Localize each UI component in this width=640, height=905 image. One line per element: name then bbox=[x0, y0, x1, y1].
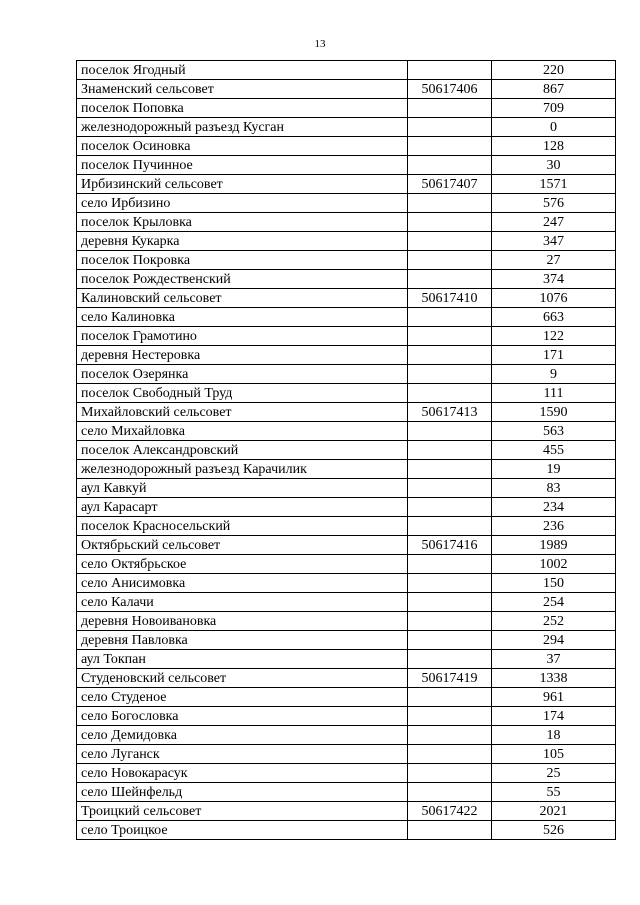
settlement-name-cell: село Октябрьское bbox=[77, 555, 408, 574]
settlement-name-cell: село Богословка bbox=[77, 707, 408, 726]
population-cell: 105 bbox=[492, 745, 616, 764]
population-cell: 55 bbox=[492, 783, 616, 802]
table-row bbox=[77, 156, 616, 175]
oktmo-code-cell bbox=[408, 308, 492, 327]
oktmo-code-cell bbox=[408, 783, 492, 802]
table-row bbox=[77, 308, 616, 327]
settlement-name-cell: поселок Покровка bbox=[77, 251, 408, 270]
population-cell: 122 bbox=[492, 327, 616, 346]
settlement-name-cell: село Калиновка bbox=[77, 308, 408, 327]
population-cell: 1590 bbox=[492, 403, 616, 422]
population-cell: 2021 bbox=[492, 802, 616, 821]
table-row bbox=[77, 688, 616, 707]
settlement-name-cell: аул Токпан bbox=[77, 650, 408, 669]
table-row bbox=[77, 669, 616, 688]
population-cell: 30 bbox=[492, 156, 616, 175]
population-cell: 455 bbox=[492, 441, 616, 460]
settlement-name-cell: Студеновский сельсовет bbox=[77, 669, 408, 688]
table-row bbox=[77, 251, 616, 270]
settlement-name-cell: поселок Рождественский bbox=[77, 270, 408, 289]
oktmo-code-cell: 50617410 bbox=[408, 289, 492, 308]
settlement-name-cell: поселок Свободный Труд bbox=[77, 384, 408, 403]
oktmo-code-cell bbox=[408, 365, 492, 384]
population-cell: 18 bbox=[492, 726, 616, 745]
table-row bbox=[77, 327, 616, 346]
settlement-name-cell: железнодорожный разъезд Кусган bbox=[77, 118, 408, 137]
population-cell: 294 bbox=[492, 631, 616, 650]
population-cell: 709 bbox=[492, 99, 616, 118]
population-cell: 111 bbox=[492, 384, 616, 403]
table-row bbox=[77, 232, 616, 251]
table-row bbox=[77, 574, 616, 593]
population-cell: 220 bbox=[492, 61, 616, 80]
settlement-name-cell: поселок Поповка bbox=[77, 99, 408, 118]
table-row bbox=[77, 403, 616, 422]
table-row bbox=[77, 460, 616, 479]
settlement-name-cell: село Калачи bbox=[77, 593, 408, 612]
table-row bbox=[77, 99, 616, 118]
table-row bbox=[77, 783, 616, 802]
oktmo-code-cell bbox=[408, 346, 492, 365]
settlement-name-cell: село Новокарасук bbox=[77, 764, 408, 783]
settlement-name-cell: поселок Озерянка bbox=[77, 365, 408, 384]
oktmo-code-cell bbox=[408, 422, 492, 441]
settlement-name-cell: поселок Пучинное bbox=[77, 156, 408, 175]
oktmo-code-cell bbox=[408, 707, 492, 726]
settlement-name-cell: село Троицкое bbox=[77, 821, 408, 840]
population-cell: 19 bbox=[492, 460, 616, 479]
oktmo-code-cell bbox=[408, 688, 492, 707]
page-number: 13 bbox=[314, 38, 326, 50]
oktmo-code-cell bbox=[408, 821, 492, 840]
population-cell: 526 bbox=[492, 821, 616, 840]
settlement-name-cell: поселок Осиновка bbox=[77, 137, 408, 156]
settlement-name-cell: село Анисимовка bbox=[77, 574, 408, 593]
settlement-name-cell: Михайловский сельсовет bbox=[77, 403, 408, 422]
table-row bbox=[77, 726, 616, 745]
table-row bbox=[77, 194, 616, 213]
settlement-name-cell: деревня Павловка bbox=[77, 631, 408, 650]
population-cell: 563 bbox=[492, 422, 616, 441]
table-row bbox=[77, 213, 616, 232]
table-row bbox=[77, 707, 616, 726]
population-cell: 247 bbox=[492, 213, 616, 232]
population-cell: 374 bbox=[492, 270, 616, 289]
table-row bbox=[77, 593, 616, 612]
settlement-name-cell: село Демидовка bbox=[77, 726, 408, 745]
table-row bbox=[77, 631, 616, 650]
oktmo-code-cell bbox=[408, 118, 492, 137]
settlement-name-cell: село Студеное bbox=[77, 688, 408, 707]
table-row bbox=[77, 745, 616, 764]
table-row bbox=[77, 80, 616, 99]
population-cell: 234 bbox=[492, 498, 616, 517]
oktmo-code-cell bbox=[408, 498, 492, 517]
oktmo-code-cell bbox=[408, 460, 492, 479]
population-cell: 25 bbox=[492, 764, 616, 783]
population-cell: 1571 bbox=[492, 175, 616, 194]
settlements-table bbox=[76, 60, 616, 840]
table-row bbox=[77, 384, 616, 403]
table-row bbox=[77, 650, 616, 669]
population-cell: 128 bbox=[492, 137, 616, 156]
oktmo-code-cell bbox=[408, 726, 492, 745]
settlement-name-cell: аул Карасарт bbox=[77, 498, 408, 517]
table-row bbox=[77, 821, 616, 840]
table-row bbox=[77, 289, 616, 308]
oktmo-code-cell bbox=[408, 631, 492, 650]
settlement-name-cell: Ирбизинский сельсовет bbox=[77, 175, 408, 194]
oktmo-code-cell bbox=[408, 232, 492, 251]
oktmo-code-cell: 50617422 bbox=[408, 802, 492, 821]
population-cell: 1002 bbox=[492, 555, 616, 574]
population-cell: 27 bbox=[492, 251, 616, 270]
table-row bbox=[77, 764, 616, 783]
oktmo-code-cell: 50617406 bbox=[408, 80, 492, 99]
population-cell: 867 bbox=[492, 80, 616, 99]
table-row bbox=[77, 175, 616, 194]
oktmo-code-cell bbox=[408, 745, 492, 764]
table-row bbox=[77, 479, 616, 498]
oktmo-code-cell bbox=[408, 479, 492, 498]
oktmo-code-cell bbox=[408, 61, 492, 80]
oktmo-code-cell bbox=[408, 517, 492, 536]
oktmo-code-cell bbox=[408, 99, 492, 118]
settlement-name-cell: Знаменский сельсовет bbox=[77, 80, 408, 99]
oktmo-code-cell bbox=[408, 555, 492, 574]
oktmo-code-cell bbox=[408, 593, 492, 612]
oktmo-code-cell bbox=[408, 194, 492, 213]
oktmo-code-cell bbox=[408, 251, 492, 270]
oktmo-code-cell bbox=[408, 137, 492, 156]
settlement-name-cell: поселок Красносельский bbox=[77, 517, 408, 536]
settlement-name-cell: Октябрьский сельсовет bbox=[77, 536, 408, 555]
table-row bbox=[77, 346, 616, 365]
oktmo-code-cell bbox=[408, 384, 492, 403]
settlement-name-cell: село Шейнфельд bbox=[77, 783, 408, 802]
settlement-name-cell: Троицкий сельсовет bbox=[77, 802, 408, 821]
oktmo-code-cell bbox=[408, 327, 492, 346]
population-cell: 9 bbox=[492, 365, 616, 384]
table-row bbox=[77, 517, 616, 536]
population-cell: 1338 bbox=[492, 669, 616, 688]
settlement-name-cell: село Ирбизино bbox=[77, 194, 408, 213]
population-cell: 150 bbox=[492, 574, 616, 593]
settlement-name-cell: поселок Грамотино bbox=[77, 327, 408, 346]
population-cell: 37 bbox=[492, 650, 616, 669]
table-row bbox=[77, 802, 616, 821]
settlement-name-cell: Калиновский сельсовет bbox=[77, 289, 408, 308]
population-cell: 0 bbox=[492, 118, 616, 137]
oktmo-code-cell bbox=[408, 156, 492, 175]
table-row bbox=[77, 498, 616, 517]
oktmo-code-cell bbox=[408, 612, 492, 631]
population-cell: 254 bbox=[492, 593, 616, 612]
table-row bbox=[77, 118, 616, 137]
table-body bbox=[77, 61, 616, 840]
oktmo-code-cell bbox=[408, 574, 492, 593]
table-row bbox=[77, 555, 616, 574]
settlement-name-cell: село Михайловка bbox=[77, 422, 408, 441]
population-cell: 236 bbox=[492, 517, 616, 536]
settlement-name-cell: аул Кавкуй bbox=[77, 479, 408, 498]
settlement-name-cell: поселок Александровский bbox=[77, 441, 408, 460]
oktmo-code-cell bbox=[408, 270, 492, 289]
table-row bbox=[77, 61, 616, 80]
table-row bbox=[77, 270, 616, 289]
population-cell: 1989 bbox=[492, 536, 616, 555]
settlement-name-cell: поселок Ягодный bbox=[77, 61, 408, 80]
table-row bbox=[77, 612, 616, 631]
table-row bbox=[77, 365, 616, 384]
oktmo-code-cell: 50617416 bbox=[408, 536, 492, 555]
population-cell: 1076 bbox=[492, 289, 616, 308]
table-row bbox=[77, 536, 616, 555]
settlement-name-cell: поселок Крыловка bbox=[77, 213, 408, 232]
population-cell: 174 bbox=[492, 707, 616, 726]
population-cell: 576 bbox=[492, 194, 616, 213]
oktmo-code-cell: 50617413 bbox=[408, 403, 492, 422]
oktmo-code-cell bbox=[408, 441, 492, 460]
settlement-name-cell: деревня Новоивановка bbox=[77, 612, 408, 631]
oktmo-code-cell bbox=[408, 764, 492, 783]
settlement-name-cell: железнодорожный разъезд Карачилик bbox=[77, 460, 408, 479]
population-cell: 171 bbox=[492, 346, 616, 365]
oktmo-code-cell bbox=[408, 213, 492, 232]
oktmo-code-cell: 50617419 bbox=[408, 669, 492, 688]
settlement-name-cell: село Луганск bbox=[77, 745, 408, 764]
population-cell: 961 bbox=[492, 688, 616, 707]
population-cell: 663 bbox=[492, 308, 616, 327]
population-cell: 347 bbox=[492, 232, 616, 251]
oktmo-code-cell: 50617407 bbox=[408, 175, 492, 194]
table-row bbox=[77, 441, 616, 460]
table-row bbox=[77, 422, 616, 441]
settlement-name-cell: деревня Кукарка bbox=[77, 232, 408, 251]
oktmo-code-cell bbox=[408, 650, 492, 669]
population-cell: 83 bbox=[492, 479, 616, 498]
population-cell: 252 bbox=[492, 612, 616, 631]
settlement-name-cell: деревня Нестеровка bbox=[77, 346, 408, 365]
table-row bbox=[77, 137, 616, 156]
